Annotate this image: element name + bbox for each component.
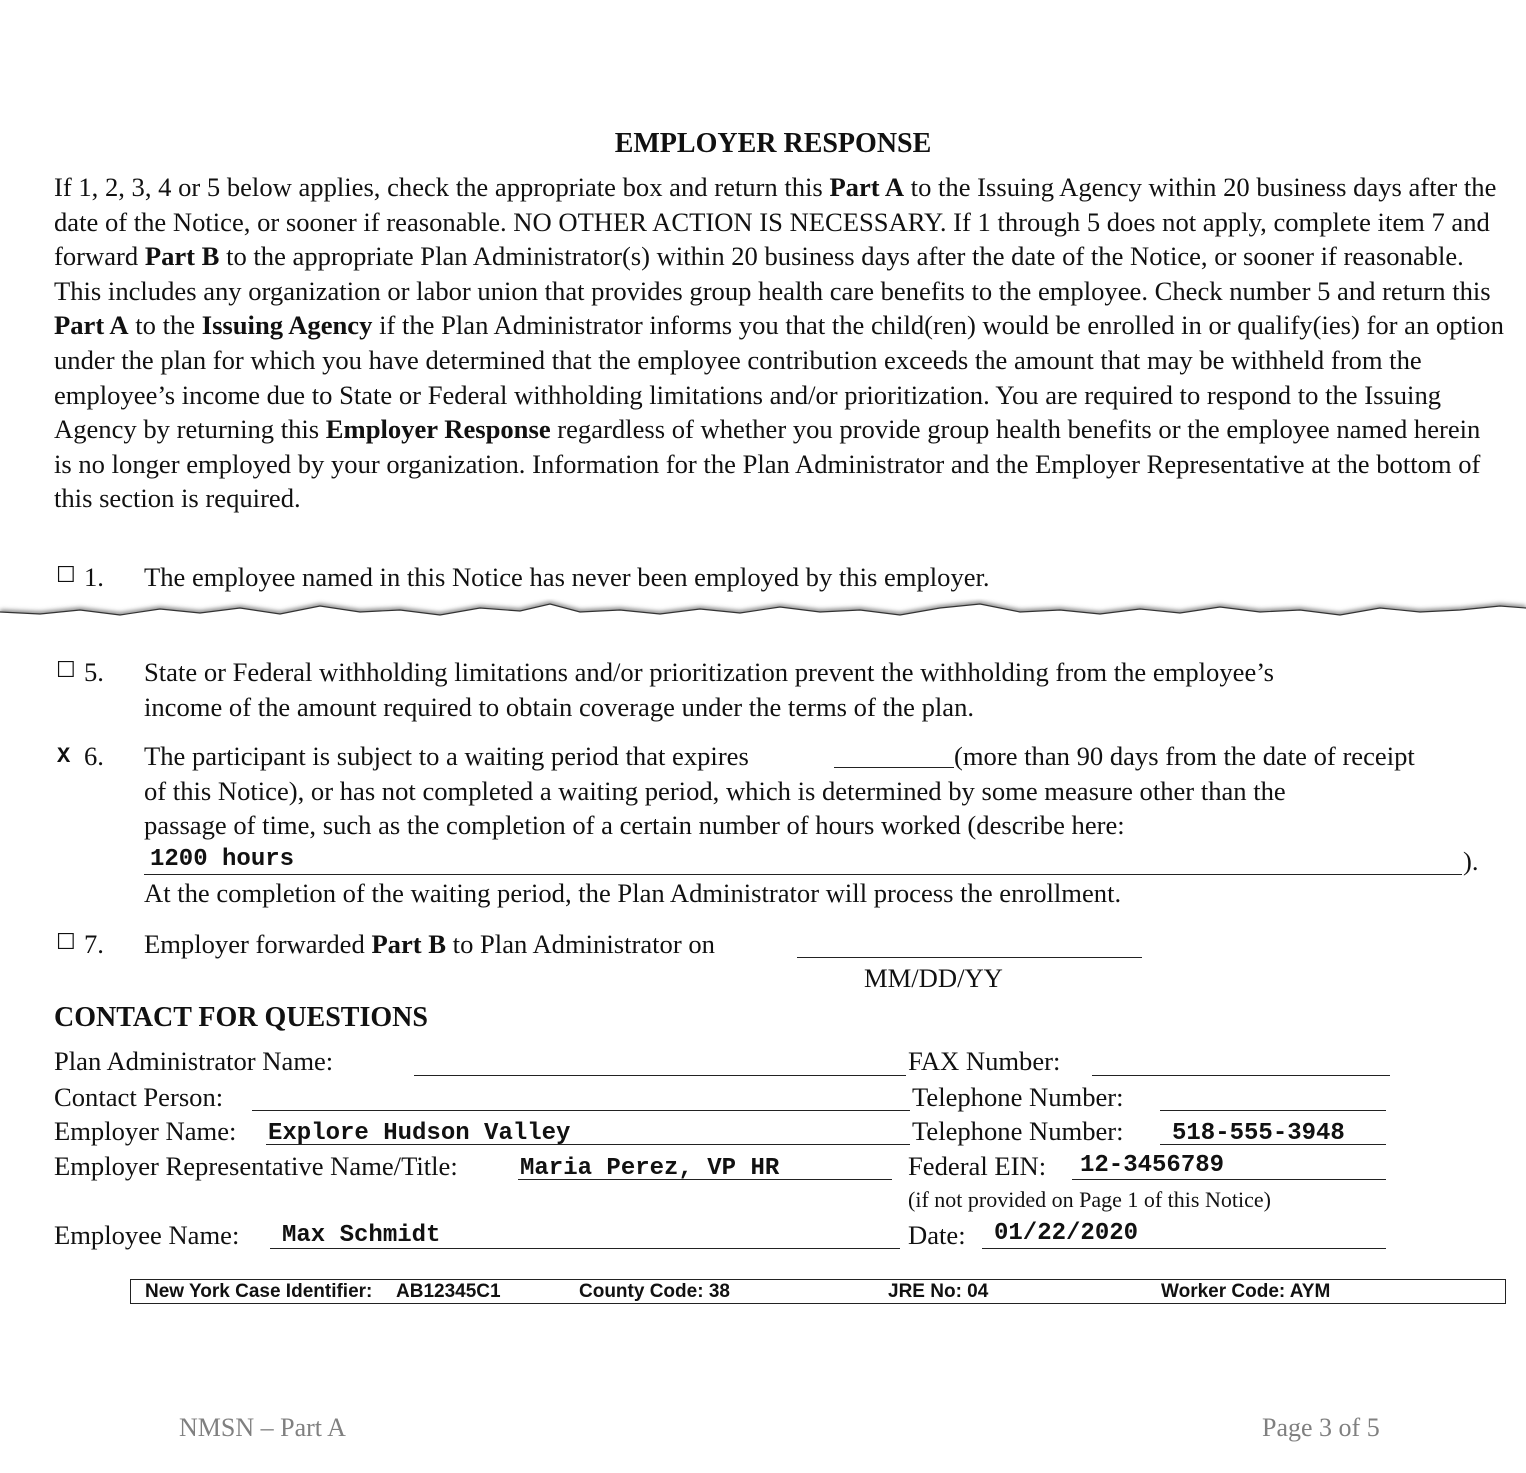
county-code: County Code: 38 bbox=[579, 1281, 730, 1302]
employer-rep-value: Maria Perez, VP HR bbox=[520, 1155, 780, 1182]
footer-page-number: Page 3 of 5 bbox=[1262, 1413, 1380, 1442]
item-1-number: 1. bbox=[84, 562, 104, 592]
contact-person-label: Contact Person: bbox=[54, 1082, 224, 1112]
employer-name-value: Explore Hudson Valley bbox=[268, 1120, 571, 1147]
date-value: 01/22/2020 bbox=[994, 1220, 1139, 1247]
item-6-line-3: passage of time, such as the completion of a certain number of hours worked (describe here: bbox=[144, 810, 1125, 840]
employer-name-label: Employer Name: bbox=[54, 1116, 237, 1146]
worker-code: Worker Code: AYM bbox=[1161, 1281, 1331, 1302]
federal-ein-field[interactable] bbox=[1072, 1179, 1386, 1180]
fax-number-label: FAX Number: bbox=[908, 1046, 1061, 1076]
plan-admin-name-label: Plan Administrator Name: bbox=[54, 1046, 334, 1076]
case-identifier-label: New York Case Identifier: bbox=[145, 1281, 373, 1302]
case-identifier-value: AB12345C1 bbox=[396, 1281, 501, 1302]
date-format-hint: MM/DD/YY bbox=[864, 963, 1003, 993]
item-1-checkbox[interactable]: ☐ bbox=[56, 562, 76, 587]
employer-name-field[interactable] bbox=[266, 1144, 910, 1145]
item-5-number: 5. bbox=[84, 657, 104, 687]
item-6-line-5: At the completion of the waiting period, the Plan Administrator will process the enrollment. bbox=[144, 878, 1122, 908]
item-7-number: 7. bbox=[84, 929, 104, 959]
fax-number-field[interactable] bbox=[1092, 1075, 1390, 1076]
date-label: Date: bbox=[908, 1220, 966, 1250]
item-6-checkbox-checked[interactable]: X bbox=[57, 744, 71, 769]
form-heading: EMPLOYER RESPONSE bbox=[614, 128, 932, 159]
waiting-period-expiry-field[interactable] bbox=[834, 767, 954, 768]
item-7-text: Employer forwarded Part B to Plan Administrator on bbox=[144, 929, 715, 959]
item-6-line-1a: The participant is subject to a waiting period that expires bbox=[144, 741, 749, 771]
employer-rep-field[interactable] bbox=[518, 1179, 892, 1180]
employer-rep-label: Employer Representative Name/Title: bbox=[54, 1151, 458, 1181]
instructions-paragraph: If 1, 2, 3, 4 or 5 below applies, check the appropriate box and return this Part A to the Issuing Agency within 20 business days after the date of the Notice, or sooner if reasonable. NO OTHER ACTION IS NECESSARY. If 1 through 5 does not apply, complete item 7 and forward Part B to the appropriate Plan Administrator(s) within 20 business days after the date of the Notice, or sooner if reasonable. This includes any organization or labor union that provides group health care benefits to the employee. Check number 5 and return this Part A to the Issuing Agency if the Plan Administrator informs you that the child(ren) would be enrolled in or qualify(ies) for an option under the plan for which you have determined that the employee contribution exceeds the amount that may be withheld from the employee’s income due to State or Federal withholding limitations and/or prioritization. You are required to respond to the Issuing Agency by returning this Employer Response regardless of whether you provide group health benefits or the employee named herein is no longer employed by your organization. Information for the Plan Administrator and the Employer Representative at the bottom of this section is required. bbox=[54, 172, 1504, 514]
case-identifier-box bbox=[130, 1279, 1506, 1304]
forwarded-date-field[interactable] bbox=[797, 957, 1142, 958]
contact-person-field[interactable] bbox=[252, 1110, 910, 1111]
employee-name-label: Employee Name: bbox=[54, 1220, 240, 1250]
item-5-checkbox[interactable]: ☐ bbox=[56, 657, 76, 682]
plan-admin-name-field[interactable] bbox=[414, 1075, 906, 1076]
federal-ein-label: Federal EIN: bbox=[908, 1151, 1047, 1181]
item-6-close-paren: ). bbox=[1463, 846, 1479, 876]
telephone-number-2-field[interactable] bbox=[1160, 1144, 1386, 1145]
footer-form-name: NMSN – Part A bbox=[179, 1413, 346, 1442]
ein-note: (if not provided on Page 1 of this Notice) bbox=[908, 1187, 1271, 1212]
employee-name-value: Max Schmidt bbox=[282, 1222, 441, 1249]
item-6-line-1b: (more than 90 days from the date of receipt bbox=[954, 741, 1415, 771]
item-7-checkbox[interactable]: ☐ bbox=[56, 929, 76, 954]
item-6-number: 6. bbox=[84, 741, 104, 771]
item-5-line-1: State or Federal withholding limitations and/or prioritization prevent the withholding from the employee’s bbox=[144, 657, 1275, 687]
waiting-period-description-value: 1200 hours bbox=[150, 846, 295, 873]
item-6-line-2: of this Notice), or has not completed a waiting period, which is determined by some measure other than the bbox=[144, 776, 1286, 806]
employee-name-field[interactable] bbox=[270, 1248, 900, 1249]
contact-heading: CONTACT FOR QUESTIONS bbox=[54, 1002, 428, 1033]
telephone-number-2-label: Telephone Number: bbox=[912, 1116, 1124, 1146]
item-5-line-2: income of the amount required to obtain coverage under the terms of the plan. bbox=[144, 692, 975, 722]
telephone-number-label: Telephone Number: bbox=[912, 1082, 1124, 1112]
date-field[interactable] bbox=[982, 1248, 1386, 1249]
telephone-number-2-value: 518-555-3948 bbox=[1172, 1120, 1345, 1147]
jre-number: JRE No: 04 bbox=[888, 1281, 989, 1302]
federal-ein-value: 12-3456789 bbox=[1080, 1152, 1225, 1179]
waiting-period-description-field[interactable] bbox=[144, 874, 1462, 875]
torn-edge-divider bbox=[0, 588, 1526, 648]
telephone-number-field[interactable] bbox=[1160, 1110, 1386, 1111]
item-1-text: The employee named in this Notice has never been employed by this employer. bbox=[144, 562, 990, 592]
